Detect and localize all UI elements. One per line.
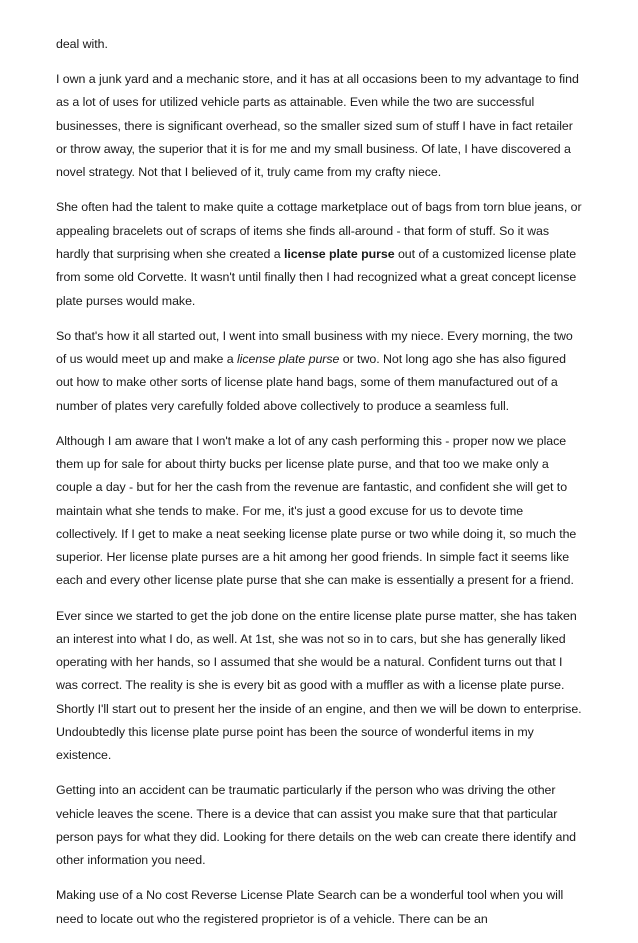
paragraph-text: Making use of a No cost Reverse License Plate Search can be a wonderful tool when you will need to locate out who the registered proprietor is of a vehicle. There can be an — [56, 888, 564, 926]
paragraph-text: Although I am aware that I won't make a lot of any cash performing this - proper now we place them up for sale for about thirty bucks per license plate purse, and that too we make only a couple a day - but for her the cash from the revenue are fantastic, and confident she will get to maintain what she tends to make. For me, it's just a good excuse for us to devote time collectively. If I get to make a neat seeking license plate purse or two while doing it, so much the superior. Her license plate purses are a hit among her good friends. In simple fact it seems like each and every other license plate purse that she can make is essentially a present for a friend. — [56, 433, 577, 588]
paragraph — [56, 884, 584, 931]
paragraph-text: out of a customized license plate from some old Corvette. It wasn't until finally then I had recognized what a great concept license plate purses would make. — [56, 246, 577, 308]
italic-text: license plate purse — [236, 351, 340, 366]
paragraph — [56, 605, 584, 768]
paragraph — [56, 68, 584, 184]
paragraph-text: She often had the talent to make quite a cottage marketplace out of bags from torn blue jeans, or appealing bracelets out of scraps of items she finds all-around - that form of stuff. So it was hardly that surprising when she created a — [56, 200, 582, 261]
paragraph — [56, 430, 584, 593]
paragraph-text: or two. Not long ago she has also figured out how to make other sorts of license plate hand bags, some of them manufactured out of a number of plates very carefully folded above collectively to produce a seamless full. — [56, 351, 566, 413]
paragraph — [56, 779, 584, 872]
paragraph-text: So that's how it all started out, I went into small business with my niece. Every morning, the two of us would meet up and make a — [56, 328, 573, 366]
paragraph — [56, 33, 584, 56]
paragraph-text: deal with. — [56, 37, 108, 51]
paragraph-text: Ever since we started to get the job done on the entire license plate purse matter, she has taken an interest into what I do, as well. At 1st, she was not so in to cars, but she has generally liked operating with her hands, so I assumed that she would be a natural. Confident turns out that I was correct. The reality is she is every bit as good with a muffler as with a license plate purse. Shortly I'll start out to present her the inside of an engine, and then we will be down to enterprise. Undoubtedly this license plate purse point has been the source of wonderful items in my existence. — [56, 608, 582, 763]
paragraph — [56, 325, 584, 418]
paragraph — [56, 196, 584, 312]
bold-link-text: license plate purse — [283, 246, 395, 261]
paragraph-text: Getting into an accident can be traumatic particularly if the person who was driving the other vehicle leaves the scene. There is a device that can assist you make sure that that particular person pays for what they did. Looking for there details on the web can create there identify and other information you need. — [56, 783, 577, 868]
document-body — [56, 33, 584, 943]
paragraph-text: I own a junk yard and a mechanic store, and it has at all occasions been to my advantage to find as a lot of uses for utilized vehicle parts as attainable. Even while the two are successful businesses, there is significant overhead, so the smaller sized sum of stuff I have in fact retailer or throw away, the superior that it is for me and my small business. Of late, I have discovered a novel strategy. Not that I believed of it, truly came from my crafty niece. — [56, 72, 579, 180]
